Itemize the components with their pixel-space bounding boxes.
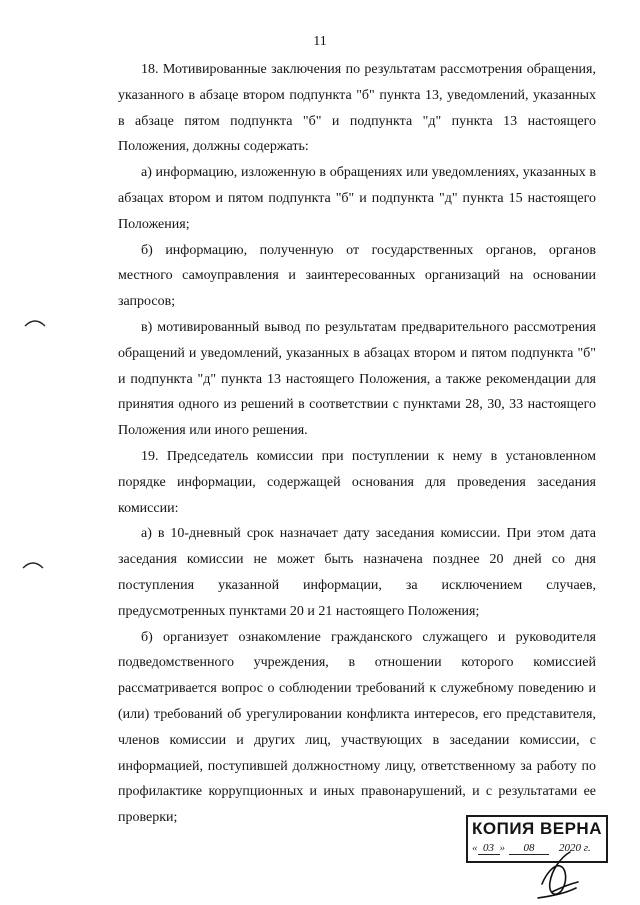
stamp-day: 03 bbox=[478, 842, 500, 855]
punch-mark-bottom bbox=[22, 560, 44, 570]
stamp-year-suffix: 20 bbox=[570, 842, 581, 854]
signature bbox=[530, 848, 590, 903]
stamp-month: 08 bbox=[509, 842, 549, 855]
document-body bbox=[118, 57, 596, 831]
stamp-year-unit: г. bbox=[583, 842, 591, 854]
paragraph-19: 19. Председатель комиссии при поступлении к нему в установленном порядке информации, содержащей основания для проведения заседания комиссии: bbox=[118, 448, 596, 516]
paragraph-18-a: а) информацию, изложенную в обращениях или уведомлениях, указанных в абзацах втором и пятом подпункта "б" и подпункта "д" пункта 15 настоящего Положения; bbox=[118, 165, 596, 232]
page-number: 11 bbox=[313, 34, 327, 49]
paragraph-19-a: а) в 10-дневный срок назначает дату заседания комиссии. При этом дата заседания комиссии не может быть назначена позднее 20 дней со дня поступления указанной информации, за исключением случаев, предусмотренных пунктами 20 и 21 настоящего Положения; bbox=[118, 526, 596, 619]
stamp-open-quote: « bbox=[472, 842, 478, 854]
paragraph-18-v: в) мотивированный вывод по результатам предварительного рассмотрения обращений и уведомлений, указанных в абзацах втором и пятом подпункта "б" и подпункта "д" пункта 13 настоящего Положения, а также рекомендации для принятия одного из решений в соответствии с пунктами 28, 30, 33 настоящего Положения или иного решения. bbox=[118, 319, 596, 439]
stamp-year-prefix: 20 bbox=[559, 842, 570, 854]
paragraph-18-b: б) информацию, полученную от государственных органов, органов местного самоуправления и заинтересованных организаций на основании запросов; bbox=[118, 242, 596, 310]
paragraph-19-b: б) организует ознакомление гражданского служащего и руководителя подведомственного учреждения, в отношении которого комиссией рассматривается вопрос о соблюдении требований к служебному поведению и (или) требований об урегулировании конфликта интересов, его представителя, членов комиссии и других лиц, участвующих в заседании комиссии, с информацией, поступившей должностному лицу, ответственному за работу по профилактике коррупционных и иных правонарушений, и с результатами ее проверки; bbox=[118, 629, 596, 826]
punch-mark-top bbox=[24, 318, 46, 328]
stamp-close-quote: » bbox=[499, 842, 505, 854]
paragraph-18: 18. Мотивированные заключения по результатам рассмотрения обращения, указанного в абзаце втором подпункта "б" пункта 13, уведомлений, указанных в абзаце пятом подпункта "б" и подпункта "д" пункта 13 настоящего Положения, должны содержать: bbox=[118, 62, 596, 155]
stamp-title: КОПИЯ ВЕРНА bbox=[472, 819, 602, 838]
